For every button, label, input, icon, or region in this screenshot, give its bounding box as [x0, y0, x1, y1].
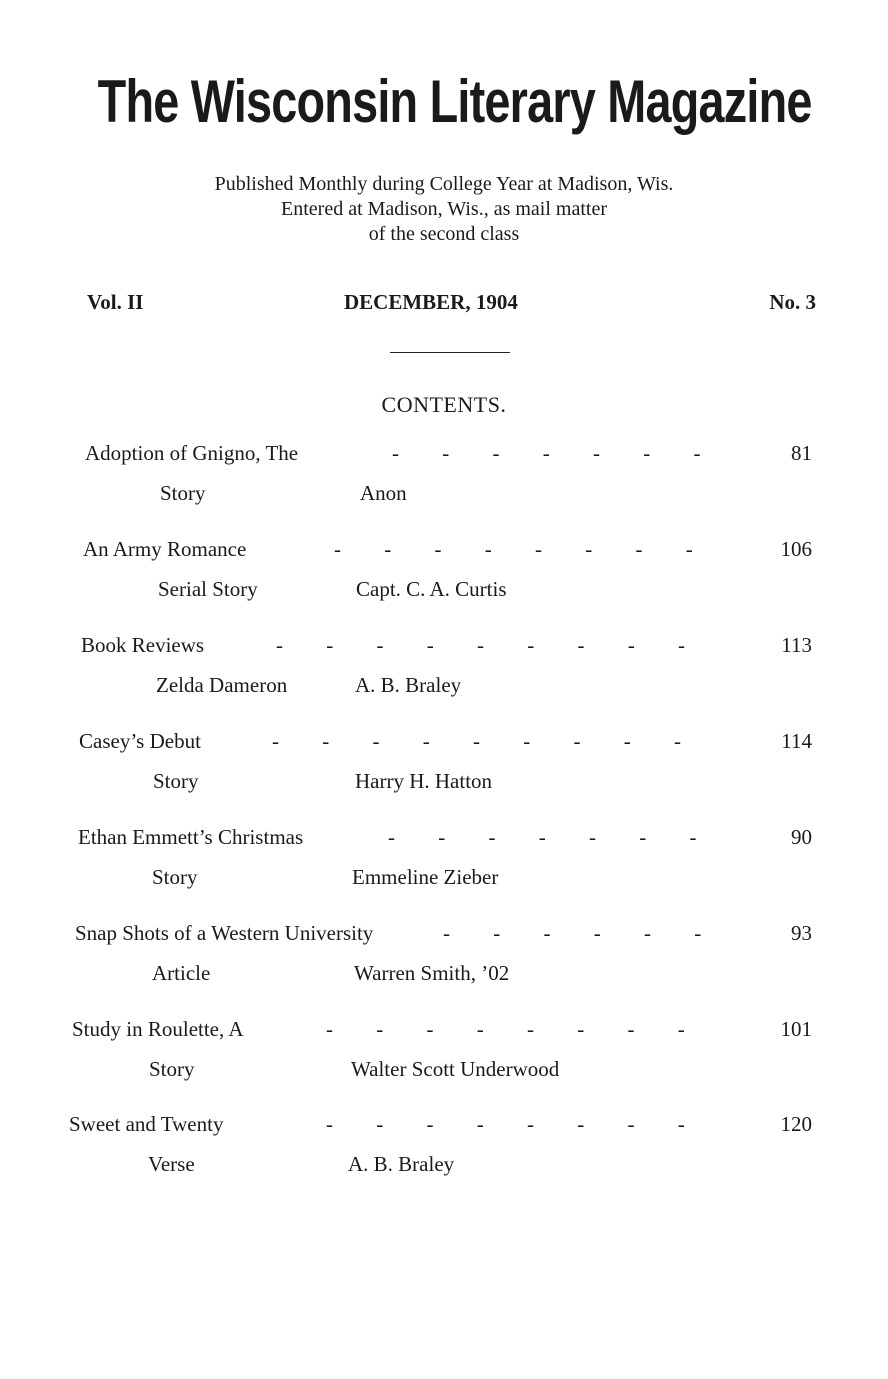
toc-entry [0, 633, 888, 713]
entry-author: Emmeline Zieber [352, 865, 499, 889]
dot-leader: - - - - - - - - - [276, 633, 685, 657]
entry-title: Sweet and Twenty [69, 1112, 224, 1136]
title-divider [390, 352, 510, 353]
entry-author: Harry H. Hatton [355, 769, 493, 793]
entry-author: Walter Scott Underwood [351, 1057, 560, 1081]
contents-heading: CONTENTS. [381, 392, 507, 417]
entry-page-number: 114 [781, 729, 812, 753]
toc-entry [0, 825, 888, 905]
publication-line-1: Published Monthly during College Year at Madison, Wis. [214, 173, 674, 195]
entry-page-number: 106 [780, 537, 812, 561]
issue-date: DECEMBER, 1904 [344, 290, 518, 314]
magazine-title: The Wisconsin Literary Magazine [97, 68, 812, 135]
issue-number: No. 3 [769, 290, 816, 314]
issue-line [0, 290, 888, 320]
entry-page-number: 90 [791, 825, 812, 849]
entry-page-number: 81 [791, 441, 812, 465]
entry-genre: Zelda Dameron [156, 673, 288, 697]
entry-genre: Story [160, 481, 206, 505]
entry-author: A. B. Braley [348, 1152, 455, 1176]
dot-leader: - - - - - - - [388, 825, 697, 849]
entry-page-number: 120 [780, 1112, 812, 1136]
entry-author: Warren Smith, ’02 [354, 961, 510, 985]
entry-author: Anon [360, 481, 407, 505]
toc-entry [0, 537, 888, 617]
entry-title: Adoption of Gnigno, The [85, 441, 299, 465]
toc-entry [0, 441, 888, 521]
entry-title: Casey’s Debut [79, 729, 201, 753]
entry-genre: Verse [148, 1152, 195, 1176]
publication-line-2: Entered at Madison, Wis., as mail matter [281, 198, 607, 220]
toc-entry [0, 729, 888, 809]
volume-label: Vol. II [87, 290, 144, 314]
entry-genre: Article [152, 961, 211, 985]
publication-info [0, 172, 888, 247]
entry-title: An Army Romance [83, 537, 247, 561]
entry-genre: Story [149, 1057, 195, 1081]
toc-entry [0, 1112, 888, 1192]
entry-title: Snap Shots of a Western University [75, 921, 374, 945]
entry-page-number: 113 [781, 633, 812, 657]
toc-entry [0, 1017, 888, 1097]
dot-leader: - - - - - - - - [334, 537, 693, 561]
dot-leader: - - - - - - - [392, 441, 701, 465]
entry-title: Ethan Emmett’s Christmas [78, 825, 304, 849]
entry-author: A. B. Braley [355, 673, 462, 697]
entry-page-number: 101 [780, 1017, 812, 1041]
entry-page-number: 93 [791, 921, 812, 945]
dot-leader: - - - - - - - - - [272, 729, 681, 753]
dot-leader: - - - - - - - - [326, 1112, 685, 1136]
entry-title: Study in Roulette, A [72, 1017, 244, 1041]
entry-genre: Story [152, 865, 198, 889]
entry-title: Book Reviews [81, 633, 205, 657]
dot-leader: - - - - - - - - [326, 1017, 685, 1041]
entry-author: Capt. C. A. Curtis [356, 577, 507, 601]
entry-genre: Story [153, 769, 199, 793]
publication-line-3: of the second class [368, 223, 520, 245]
dot-leader: - - - - - - [443, 921, 702, 945]
entry-genre: Serial Story [158, 577, 258, 601]
toc-entry [0, 921, 888, 1001]
